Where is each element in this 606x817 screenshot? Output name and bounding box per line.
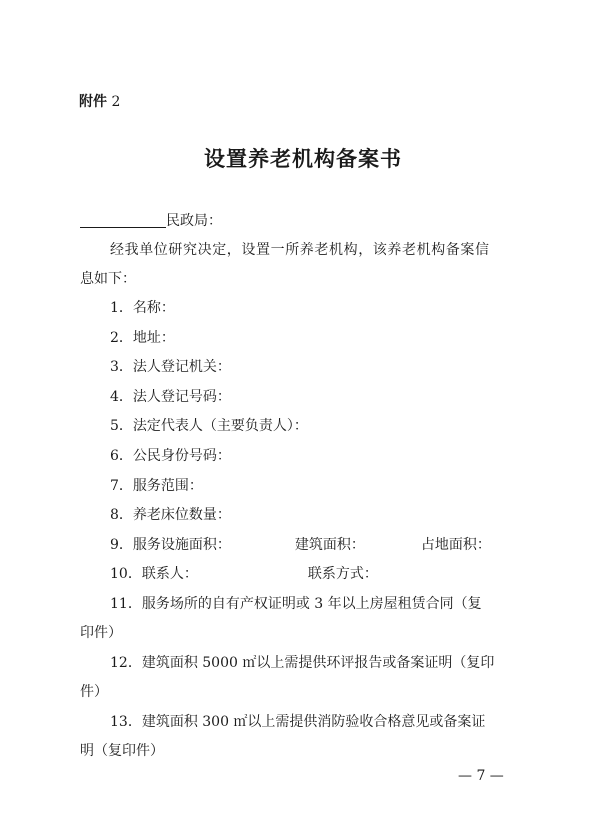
addressee-suffix: 民政局：: [166, 213, 222, 229]
item-12-line-1: 12．建筑面积 5000 ㎡以上需提供环评报告或备案证明（复印: [110, 655, 495, 671]
attachment-number: 2: [111, 94, 121, 110]
attachment-heading: [79, 93, 120, 111]
page-title: 设置养老机构备案书: [204, 146, 402, 171]
intro-line-1: 经我单位研究决定，设置一所养老机构，该养老机构备案信: [110, 242, 490, 258]
building-area-label: 建筑面积：: [294, 537, 365, 553]
intro-line-2: 息如下：: [80, 271, 136, 287]
addressee-blank: [80, 213, 166, 228]
item-address: 2．地址：: [110, 330, 175, 346]
item-contact: [110, 565, 378, 583]
land-area-label: 占地面积：: [420, 537, 491, 553]
item-facility-area: [110, 536, 491, 554]
item-id-number: 6．公民身份号码：: [110, 448, 231, 464]
item-12-line-2: 件）: [80, 684, 108, 700]
contact-person-label: 10．联系人：: [110, 566, 198, 582]
item-13-line-2: 明（复印件）: [80, 743, 164, 759]
item-registration-number: 4．法人登记号码：: [110, 389, 231, 405]
addressee-line: [80, 212, 222, 230]
attachment-label: 附件: [79, 94, 107, 110]
facility-area-label: 9．服务设施面积：: [110, 537, 231, 553]
item-registration-authority: 3．法人登记机关：: [110, 359, 231, 375]
item-service-scope: 7．服务范围：: [110, 478, 203, 494]
item-11-line-2: 印件）: [80, 625, 122, 641]
contact-method-label: 联系方式：: [307, 566, 378, 582]
item-11-line-1: 11．服务场所的自有产权证明或 3 年以上房屋租赁合同（复: [110, 596, 482, 612]
item-bed-count: 8．养老床位数量：: [110, 507, 231, 523]
item-name: 1．名称：: [110, 300, 175, 316]
page-number: — 7 —: [458, 768, 504, 784]
item-legal-representative: 5．法定代表人（主要负责人）：: [110, 418, 308, 434]
item-13-line-1: 13．建筑面积 300 ㎡以上需提供消防验收合格意见或备案证: [110, 714, 486, 730]
